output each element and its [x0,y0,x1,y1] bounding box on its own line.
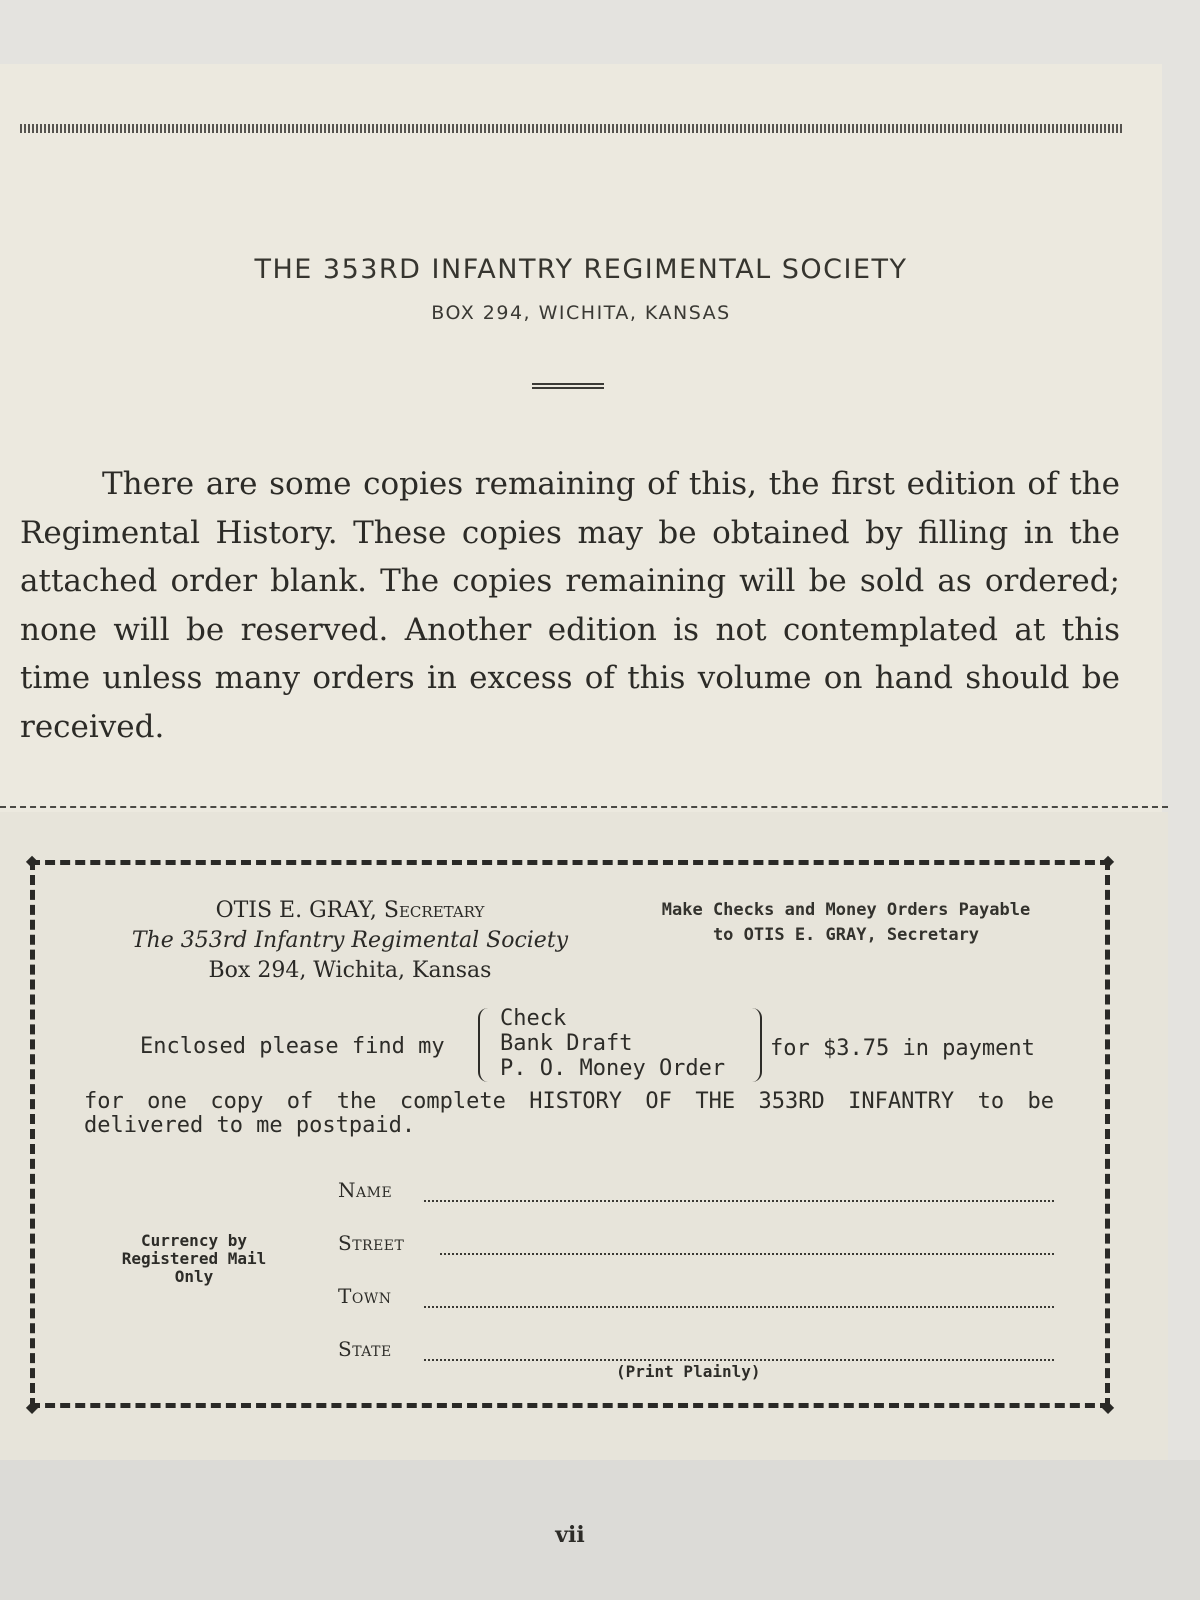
order-purpose: for one copy of the complete HISTORY OF THE 353RD INFANTRY to be delivered to me postpaid. [84,1089,1054,1138]
field-label: Town [338,1284,392,1308]
currency-note-line: Only [174,1267,214,1286]
town-field[interactable] [338,1284,1054,1314]
corner-ornament-icon: ◆ [1101,1397,1115,1416]
brace-left [478,1008,492,1082]
header-divider [532,383,604,389]
perforation-line [20,124,1124,133]
corner-ornament-icon: ◆ [25,851,39,870]
currency-note-line: Currency by [141,1231,247,1250]
state-blank[interactable] [424,1359,1054,1361]
print-plainly-note: (Print Plainly) [616,1362,761,1381]
field-label: State [338,1337,392,1361]
payment-option-money-order: P. O. Money Order [500,1056,726,1081]
street-blank[interactable] [440,1253,1054,1255]
field-label: Street [338,1231,405,1255]
secretary-address: Box 294, Wichita, Kansas [208,958,492,983]
currency-note [104,1232,284,1286]
enclosed-label: Enclosed please find my [140,1034,445,1059]
brace-right [748,1008,762,1082]
cut-line [0,806,1168,808]
payment-amount: for $3.75 in payment [770,1036,1035,1061]
name-blank[interactable] [424,1200,1054,1202]
secretary-address-block [70,896,630,986]
society-address: BOX 294, WICHITA, KANSAS [431,302,731,324]
corner-ornament-icon: ◆ [25,1397,39,1416]
notice-paragraph: There are some copies remaining of this, the first edition of the Regimental History. These copies may be obtained by filling in the attached order blank. The copies remaining will be sold as ordered; none will be reserved. Another edition is not contemplated at this time unless many orders in excess of this volume on hand should be received. [20,466,1120,745]
secretary-name: OTIS E. GRAY, Secretary [215,898,485,923]
payment-option-bank-draft: Bank Draft [500,1031,633,1056]
currency-note-line: Registered Mail [121,1249,267,1268]
field-label: Name [338,1178,393,1202]
street-field[interactable] [338,1231,1054,1261]
society-title: THE 353RD INFANTRY REGIMENTAL SOCIETY [254,254,908,285]
payment-options [500,1006,725,1081]
payment-option-check: Check [500,1006,567,1031]
town-blank[interactable] [424,1306,1054,1308]
name-field[interactable] [338,1178,1054,1208]
payable-note [626,898,1066,948]
secretary-society: The 353rd Infantry Regimental Society [131,928,569,953]
page-number: vii [555,1522,585,1548]
payment-row [0,1006,1162,1086]
corner-ornament-icon: ◆ [1101,851,1115,870]
payable-line: Make Checks and Money Orders Payable [661,900,1031,920]
payable-line: to OTIS E. GRAY, Secretary [712,925,980,945]
